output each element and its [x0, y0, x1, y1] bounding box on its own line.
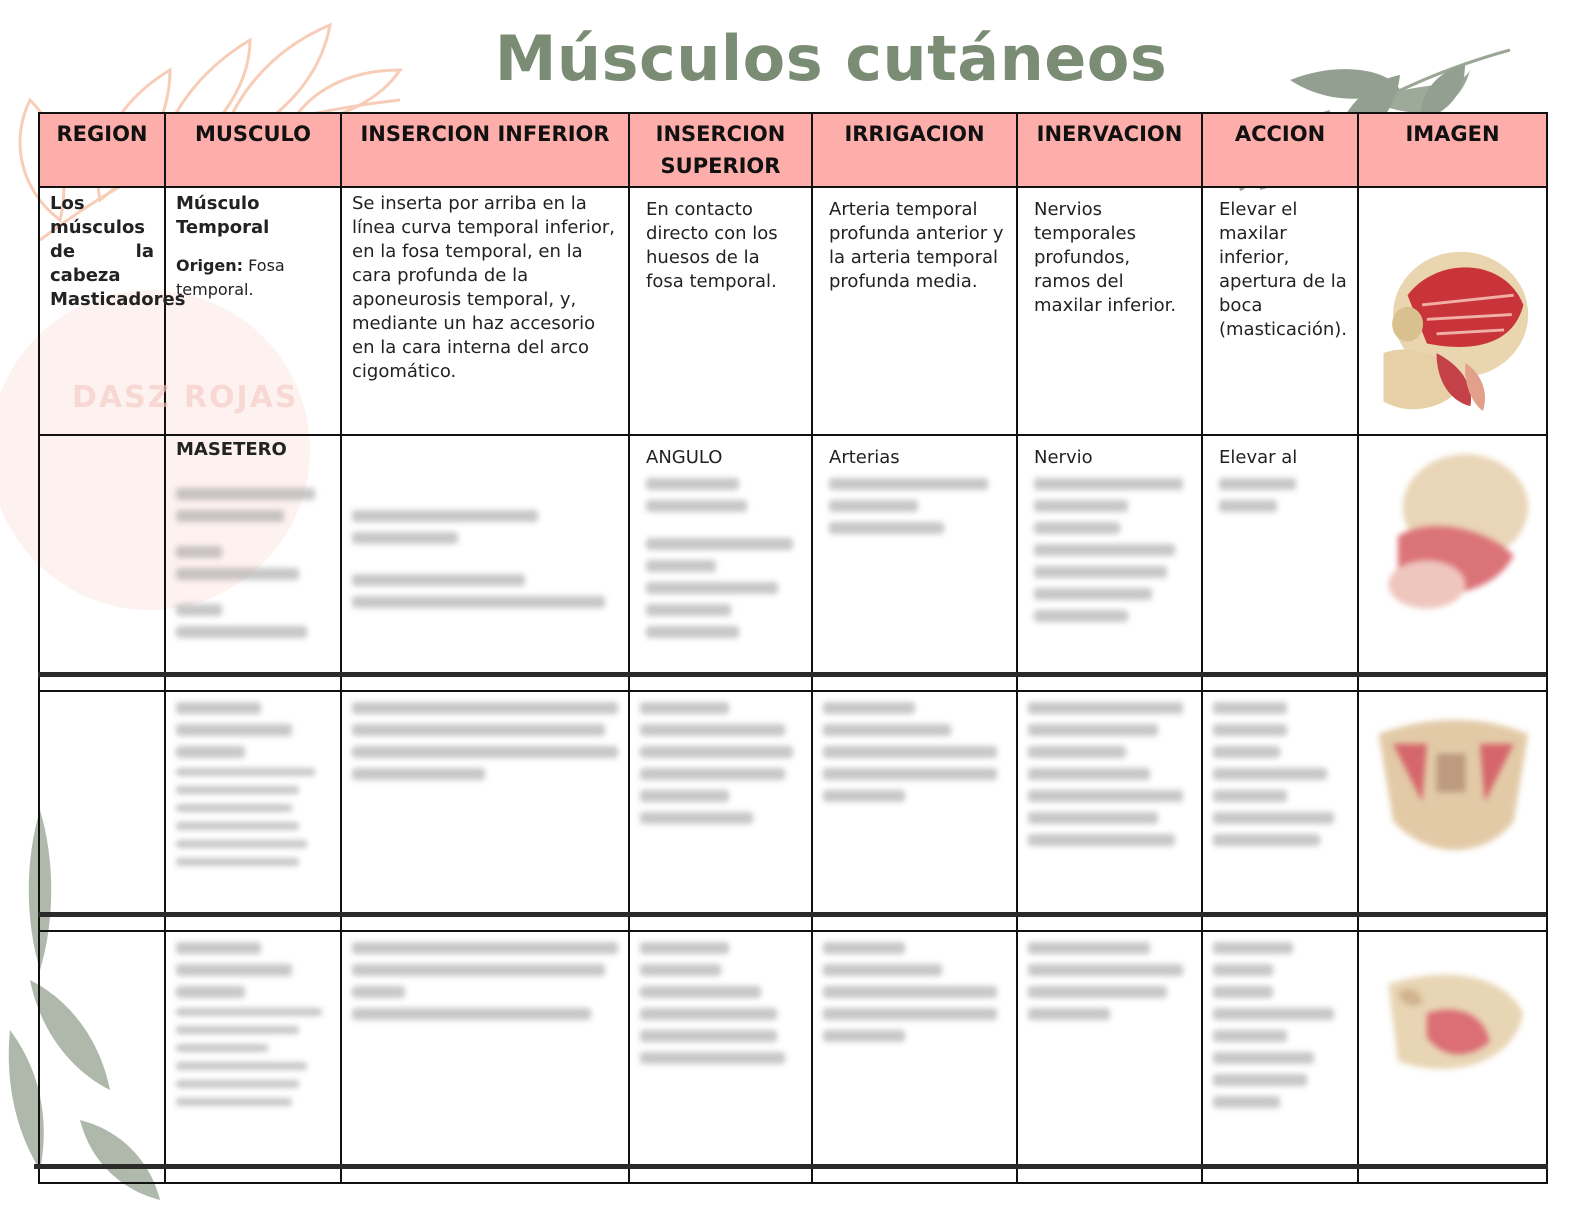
- blurred-content: [176, 488, 330, 638]
- irrigacion-text: Arteria temporal profunda anterior y la arteria temporal profunda media.: [829, 199, 1004, 292]
- irrigacion-cell: [812, 187, 1017, 435]
- header-imagen: IMAGEN: [1358, 113, 1547, 187]
- accion-cell: [1202, 435, 1358, 691]
- insercion-superior-cell: [629, 187, 812, 435]
- imagen-cell: [1358, 931, 1547, 1183]
- insercion-superior-cell: [629, 435, 812, 691]
- insercion-superior-cell: [629, 691, 812, 931]
- accion-cell: [1202, 691, 1358, 931]
- muscle-cell: [165, 435, 341, 691]
- blurred-content: [646, 478, 801, 638]
- row-divider: [38, 672, 1546, 677]
- insercion-inferior-cell: [341, 187, 629, 435]
- pterygoid-skull-image: [1369, 702, 1533, 892]
- insercion-inferior-cell: [341, 931, 629, 1183]
- region-cell-empty: [39, 931, 165, 1183]
- blurred-content: [176, 942, 330, 1106]
- insercion-inferior-cell: [341, 691, 629, 931]
- blurred-content: [352, 510, 618, 608]
- insercion-superior-text: ANGULO: [646, 447, 723, 468]
- origin-label: Origen:: [176, 256, 244, 275]
- insercion-inferior-text: Se inserta por arriba en la línea curva temporal inferior, en la fosa temporal, en la cara profunda de la aponeurosis temporal, y, mediante un haz accesorio en la cara interna del arco cigomático.: [352, 193, 615, 382]
- insercion-inferior-cell: [341, 435, 629, 691]
- blurred-content: [1028, 702, 1191, 846]
- inervacion-cell: [1017, 435, 1202, 691]
- imagen-cell: [1358, 187, 1547, 435]
- lateral-pterygoid-skull-image: [1369, 952, 1533, 1142]
- irrigacion-cell: [812, 435, 1017, 691]
- blurred-content: [1028, 942, 1191, 1020]
- imagen-cell: [1358, 435, 1547, 691]
- region-cell-empty: [39, 691, 165, 931]
- header-musculo: MUSCULO: [165, 113, 341, 187]
- blurred-content: [1213, 702, 1347, 846]
- header-row: [39, 113, 1547, 187]
- blurred-content: [823, 942, 1006, 1042]
- irrigacion-text: Arterias: [829, 447, 900, 468]
- table-row: [39, 931, 1547, 1183]
- blurred-content: [640, 702, 801, 824]
- insercion-superior-text: En contacto directo con los huesos de la fosa temporal.: [646, 199, 778, 292]
- blurred-content: [829, 478, 1006, 534]
- header-inervacion: INERVACION: [1017, 113, 1202, 187]
- insercion-superior-cell: [629, 931, 812, 1183]
- inervacion-text: Nervios temporales profundos, ramos del maxilar inferior.: [1034, 199, 1177, 316]
- accion-text: Elevar al: [1219, 447, 1298, 468]
- origin-text: [176, 254, 330, 302]
- temporal-skull-image: [1369, 234, 1533, 424]
- table-row: [39, 435, 1547, 691]
- blurred-content: [1219, 478, 1347, 512]
- accion-cell: [1202, 931, 1358, 1183]
- region-text: Los músculos de la cabeza Masticadores: [50, 193, 186, 310]
- blurred-content: [176, 702, 330, 866]
- masseter-skull-image: [1369, 446, 1533, 636]
- table-row: [39, 691, 1547, 931]
- page-title: Músculos cutáneos: [494, 22, 1168, 95]
- inervacion-cell: [1017, 691, 1202, 931]
- muscle-name: Músculo Temporal: [176, 193, 270, 238]
- blurred-content: [1034, 478, 1191, 622]
- header-insercion-inferior: INSERCION INFERIOR: [341, 113, 629, 187]
- blurred-content: [352, 942, 618, 1020]
- muscle-cell: [165, 931, 341, 1183]
- accion-cell: [1202, 187, 1358, 435]
- region-cell-empty: [39, 435, 165, 691]
- muscle-cell: [165, 691, 341, 931]
- blurred-content: [823, 702, 1006, 802]
- row-divider: [38, 912, 1546, 917]
- header-region: REGION: [39, 113, 165, 187]
- imagen-cell: [1358, 691, 1547, 931]
- blurred-content: [640, 942, 801, 1064]
- irrigacion-cell: [812, 691, 1017, 931]
- muscles-table: [38, 112, 1548, 1184]
- header-accion: ACCION: [1202, 113, 1358, 187]
- muscle-name: MASETERO: [176, 439, 287, 460]
- irrigacion-cell: [812, 931, 1017, 1183]
- origin-value: Fosa temporal.: [176, 256, 285, 299]
- header-insercion-superior: INSERCION SUPERIOR: [629, 113, 812, 187]
- accion-text: Elevar el maxilar inferior, apertura de la boca (masticación).: [1219, 199, 1348, 340]
- watermark-text: DASZ ROJAS: [72, 380, 299, 415]
- blurred-content: [352, 702, 618, 780]
- blurred-content: [1213, 942, 1347, 1108]
- header-irrigacion: IRRIGACION: [812, 113, 1017, 187]
- inervacion-cell: [1017, 931, 1202, 1183]
- inervacion-cell: [1017, 187, 1202, 435]
- inervacion-text: Nervio: [1034, 447, 1093, 468]
- row-divider: [34, 1164, 1548, 1169]
